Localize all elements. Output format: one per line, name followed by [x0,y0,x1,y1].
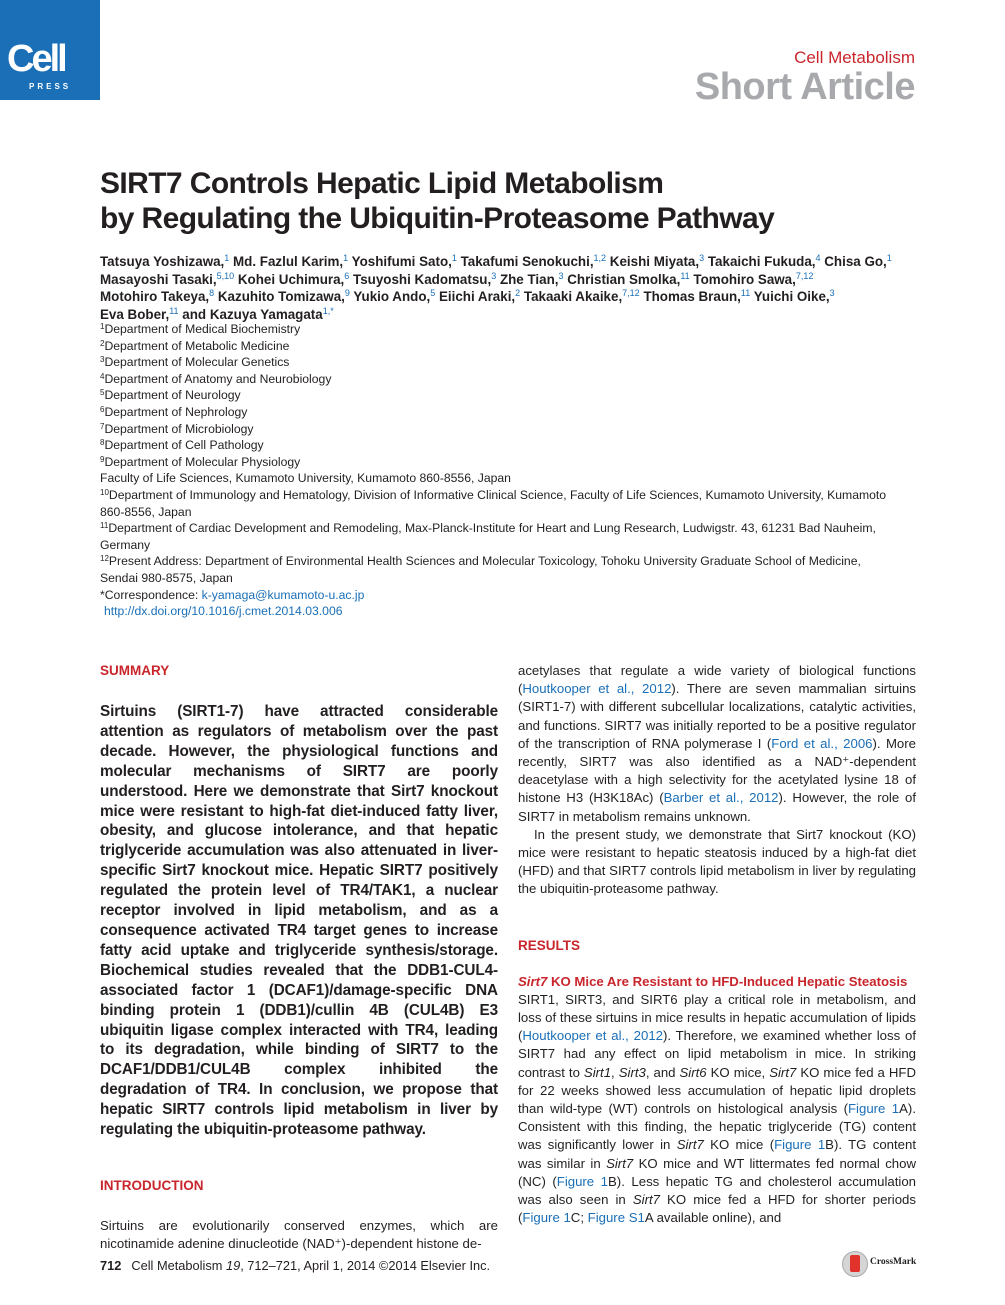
affiliation-number: 11 [100,521,109,531]
footer-volume: 19 [225,1258,241,1273]
affiliations [100,321,900,620]
author-affiliation-mark[interactable]: 11 [680,270,690,281]
affiliation-number: 1 [100,322,105,331]
author-affiliation-mark[interactable]: 7,12 [795,270,814,281]
affiliation-text: Faculty of Life Sciences, Kumamoto University, Kumamoto 860-8556, Japan [100,471,511,486]
results-heading: RESULTS [518,937,581,953]
affiliation-item [100,437,900,454]
affiliation-item [100,421,900,438]
doi-link[interactable]: http://dx.doi.org/10.1016/j.cmet.2014.03.006 [104,604,343,619]
author-affiliation-mark[interactable]: 6 [344,270,350,281]
affiliation-text: Department of Molecular Physiology [104,454,301,469]
right-column [518,662,916,1227]
affiliation-item [100,338,900,355]
affiliation-number: 3 [100,355,105,365]
introduction-paragraph-1: acetylases that regulate a wide variety of biological functions (Houtkooper et al., 2012). There are seven mammalian sirtuins (SIRT1-7) with different subcellular localizations, catalytic activities, and functions. SIRT7 was initially reported to be a positive regulator of the transcription of RNA polymerase I (Ford et al., 2006). More recently, SIRT7 was also identified as a NAD⁺-dependent deacetylase with a high selectivity for the acetylated lysine 18 of histone H3 (H3K18Ac) (Barber et al., 2012). However, the role of SIRT7 in metabolism remains unknown. [518,663,916,824]
figure-1c-link[interactable]: Figure 1 [522,1210,571,1226]
affiliation-item [100,404,900,421]
summary-heading: SUMMARY [100,663,170,678]
ref-ford-2006[interactable]: Ford et al., 2006 [771,735,873,751]
results-subheading: Sirt7 KO Mice Are Resistant to HFD-Induced Hepatic Steatosis [518,973,908,989]
crossmark-label: CrossMark [870,1257,917,1267]
affiliation-item [100,354,900,371]
page-footer [100,1258,490,1273]
page-number: 712 [100,1258,122,1273]
affiliation-text: Department of Nephrology [104,404,248,419]
author-affiliation-mark[interactable]: 7,12 [622,288,640,298]
author-name: Yukio Ando, [353,289,431,304]
affiliation-item [100,321,900,338]
author-name: Motohiro Takeya, [100,289,210,304]
author-name: Eiichi Araki, [438,289,516,304]
journal-name: Cell Metabolism [794,48,915,67]
author-affiliation-mark[interactable]: 1 [886,253,892,263]
author-affiliation-mark[interactable]: 11 [169,305,179,316]
author-name: Takaichi Fukuda, [707,254,816,269]
author-affiliation-mark[interactable]: 1,2 [593,253,607,263]
affiliation-text: Department of Neurology [104,388,241,403]
affiliation-text: Present Address: Department of Environmental Health Sciences and Molecular Toxicology, Tohoku University Graduate School of Medicine, Sendai 980-8575, Japan [100,554,861,585]
crossmark-icon [842,1251,868,1277]
affiliation-number: 4 [100,371,105,381]
author-name: Yoshifumi Sato, [351,254,452,269]
affiliation-text: Department of Molecular Genetics [104,355,290,370]
author-name: Tomohiro Sawa, [693,271,796,287]
author-affiliation-mark[interactable]: 5,10 [216,270,235,281]
author-affiliation-mark[interactable]: 5 [430,288,436,298]
results-paragraph: SIRT1, SIRT3, and SIRT6 play a critical role in metabolism, and loss of these sirtuins in mice results in hepatic accumulation of lipids (Houtkooper et al., 2012). Therefore, we examined whether loss of SIRT7 had any effect on lipid metabolism in mice. In striking contrast to Sirt1, Sirt3, and Sirt6 KO mice, Sirt7 KO mice fed a HFD for 22 weeks showed less accumulation of hepatic lipid droplets than wild-type (WT) controls on histological analysis (Figure 1A). Consistent with this finding, the hepatic triglyceride (TG) content was significantly lower in Sirt7 KO mice (Figure 1B). TG content was similar in Sirt7 KO mice and WT littermates fed normal chow (NC) (Figure 1B). Less hepatic TG and cholesterol accumulation was also seen in Sirt7 KO mice fed a HFD for shorter periods (Figure 1C; Figure S1A available online), and [518,991,916,1226]
author-list [100,253,910,323]
affiliation-number: 10 [100,487,109,497]
introduction-heading: INTRODUCTION [100,1177,204,1193]
correspondence [100,587,900,604]
logo-word: Cell [7,38,65,80]
author-name: Chisa Go, [824,254,887,269]
affiliation-text: Department of Metabolic Medicine [104,338,290,353]
affiliation-number: 2 [100,338,105,348]
ref-houtkooper-2012[interactable]: Houtkooper et al., 2012 [522,681,672,697]
footer-journal: Cell Metabolism [131,1258,226,1273]
author-name: Takaaki Akaike, [523,289,623,304]
author-name: Eva Bober, [100,306,170,322]
affiliation-item [100,387,900,404]
author-name: and Kazuya Yamagata [182,306,323,322]
article-title [100,166,920,236]
author-affiliation-mark[interactable]: 3 [829,288,835,298]
summary-text: Sirtuins (SIRT1-7) have attracted considerable attention as regulators of metabolism over the past decade. However, the physiological functions and molecular mechanisms of SIRT7 are poorly understood. Here we demonstrate that Sirt7 knockout mice were resistant to high-fat diet-induced fatty liver, obesity, and glucose intolerance, and that hepatic triglyceride accumulation was also attenuated in liver-specific Sirt7 knockout mice. Hepatic SIRT7 positively regulated the protein level of TR4/TAK1, a nuclear receptor involved in lipid metabolism, and as a consequence activated TR4 target genes to increase fatty acid uptake and triglyceride synthesis/storage. Biochemical studies revealed that the DDB1-CUL4-associated factor 1 (DCAF1)/damage-specific DNA binding protein 1 (DDB1)/cullin 4B (CUL4B) E3 ubiquitin ligase complex interacted with TR4, leading to its degradation, while binding of SIRT7 to the DCAF1/DDB1/CUL4B complex inhibited the degradation of TR4. In conclusion, we propose that hepatic SIRT7 controls lipid metabolism in liver by regulating the ubiquitin-proteasome pathway. [100,703,498,1139]
author-name: Masayoshi Tasaki, [100,271,217,287]
title-line-2: by Regulating the Ubiquitin-Proteasome Pathway [100,202,775,235]
title-line-1: SIRT7 Controls Hepatic Lipid Metabolism [100,167,664,200]
affiliation-number: 7 [100,421,105,431]
author-name: Takafumi Senokuchi, [460,254,594,269]
figure-s1-link[interactable]: Figure S1 [587,1210,645,1226]
affiliation-item [100,520,900,553]
author-affiliation-mark[interactable]: 1 [343,253,349,263]
logo-press: PRESS [29,82,72,91]
author-name: Christian Smolka, [567,271,681,287]
affiliation-number: 8 [100,438,105,448]
author-affiliation-mark[interactable]: 3 [491,270,497,281]
affiliation-number: 5 [100,388,105,398]
author-affiliation-mark[interactable]: 3 [699,253,705,263]
crossmark-badge[interactable] [842,1251,917,1279]
correspondence-email-link[interactable]: k-yamaga@kumamoto-u.ac.jp [201,587,365,602]
affiliation-text: Department of Cardiac Development and Remodeling, Max-Planck-Institute for Heart and Lung Research, Ludwigstr. 43, 61231 Bad Nauheim, Germany [100,521,876,552]
author-affiliation-mark[interactable]: 1,* [322,305,334,316]
author-affiliation-mark[interactable]: 8 [209,288,215,298]
author-affiliation-mark[interactable]: 2 [515,288,521,298]
author-name: Md. Fazlul Karim, [233,254,344,269]
author-affiliation-mark[interactable]: 4 [815,253,821,263]
affiliation-item [100,470,900,487]
author-affiliation-mark[interactable]: 1 [224,253,230,263]
figure-1b-link[interactable]: Figure 1 [774,1137,826,1153]
affiliation-item [100,553,900,586]
affiliation-text: Department of Immunology and Hematology, Division of Informative Clinical Science, Faculty of Life Sciences, Kumamoto University, Kumamoto 860-8556, Japan [100,487,887,519]
article-type: Short Article [694,66,915,108]
author-name: Yuichi Oike, [753,289,830,304]
affiliation-number: 9 [100,454,105,464]
author-affiliation-mark[interactable]: 3 [558,270,564,281]
author-name: Kohei Uchimura, [237,271,345,287]
cell-press-logo [0,0,100,100]
footer-citation: , 712–721, April 1, 2014 ©2014 Elsevier Inc. [240,1258,491,1273]
affiliation-number: 6 [100,404,105,414]
introduction-text-left: Sirtuins are evolutionarily conserved enzymes, which are nicotinamide adenine dinucleotide (NAD⁺)-dependent histone de- [100,1217,498,1252]
ref-barber-2012[interactable]: Barber et al., 2012 [663,790,779,806]
author-affiliation-mark[interactable]: 1 [451,253,457,263]
affiliation-number: 12 [100,554,109,564]
author-affiliation-mark[interactable]: 9 [344,288,350,298]
introduction-paragraph-2: In the present study, we demonstrate that Sirt7 knockout (KO) mice were resistant to hepatic steatosis induced by a high-fat diet (HFD) and that SIRT7 controls lipid metabolism in liver by regulating the ubiquitin-proteasome pathway. [518,826,916,897]
author-affiliation-mark[interactable]: 11 [740,288,751,298]
figure-1a-link[interactable]: Figure 1 [848,1101,900,1117]
left-column [100,662,498,1253]
ref-houtkooper-2012-results[interactable]: Houtkooper et al., 2012 [522,1028,663,1044]
correspondence-label: *Correspondence: [100,587,202,602]
figure-1b-link-2[interactable]: Figure 1 [556,1173,609,1189]
affiliation-text: Department of Medical Biochemistry [104,322,301,336]
author-name: Zhe Tian, [499,271,559,287]
affiliation-text: Department of Cell Pathology [104,438,264,453]
affiliation-item [100,371,900,388]
doi [100,603,900,620]
author-name: Keishi Miyata, [609,254,700,269]
affiliation-text: Department of Microbiology [104,421,254,436]
affiliation-item [100,454,900,471]
affiliation-text: Department of Anatomy and Neurobiology [104,371,332,386]
author-name: Thomas Braun, [643,289,741,304]
author-name: Tsuyoshi Kadomatsu, [353,271,492,287]
author-name: Kazuhito Tomizawa, [217,289,345,304]
affiliation-item [100,487,900,520]
author-name: Tatsuya Yoshizawa, [100,254,225,269]
